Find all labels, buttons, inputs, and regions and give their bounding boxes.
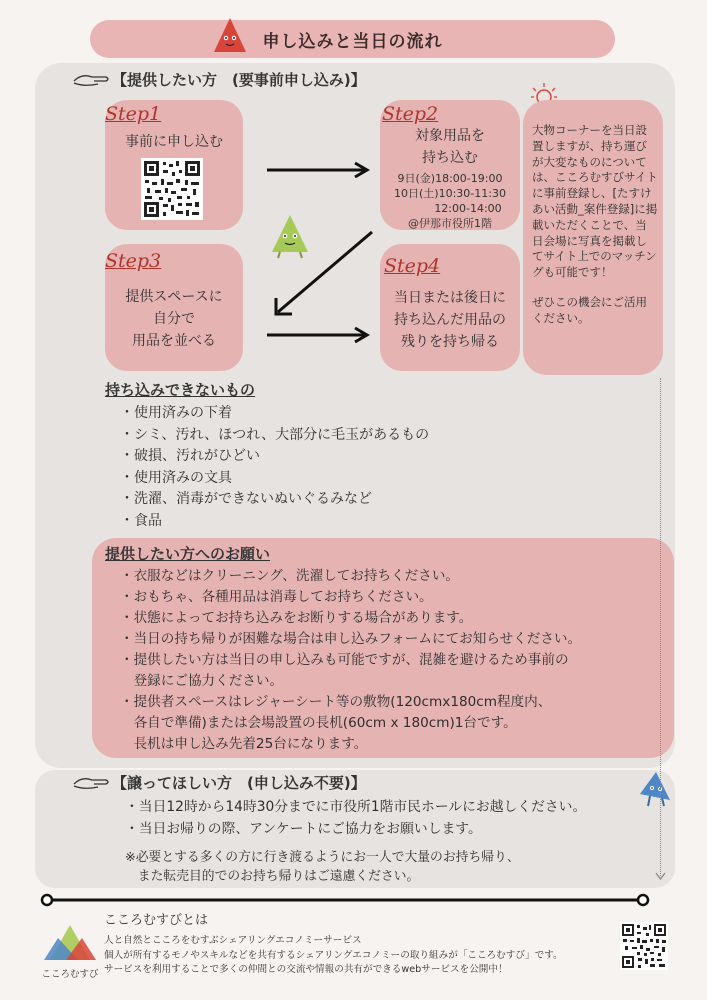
arrow-down-icon	[655, 872, 666, 880]
arrow-right-icon	[265, 325, 375, 345]
list-item: 登録にご協力ください。	[120, 673, 284, 689]
requests-heading: 提供したい方へのお願い	[105, 545, 271, 563]
qr-code-icon[interactable]	[141, 158, 203, 220]
offer-heading: 【提供したい方 (要事前申し込み)】	[112, 71, 366, 89]
qr-code-icon[interactable]	[620, 922, 668, 970]
dotted-connector	[660, 378, 661, 876]
logo-text: こころむすび	[41, 969, 99, 980]
requests-list	[120, 566, 581, 755]
mascot-blue-icon	[636, 770, 672, 810]
list-item: ・提供者スペースはレジャーシート等の敷物(120cmx180cm程度内、	[120, 694, 552, 710]
list-item: ・衣服などはクリーニング、洗濯してお持ちください。	[120, 568, 460, 584]
list-item: ・状態によってお持ち込みをお断りする場合があります。	[120, 610, 473, 626]
prohibited-list	[120, 403, 429, 532]
list-item: ・破損、汚れがひどい	[120, 448, 260, 464]
hand-icon	[72, 71, 112, 87]
step2-label: Step2	[382, 103, 439, 125]
list-item: ・使用済みの文具	[120, 469, 232, 486]
list-item: ・提供したい方は当日の申し込みも可能ですが、混雑を避けるため事前の	[120, 652, 569, 668]
hand-icon	[72, 774, 112, 790]
mascot-red-icon	[212, 16, 248, 56]
step1-label: Step1	[105, 103, 162, 125]
list-item: 長机は申し込み先着25台になります。	[120, 736, 368, 752]
list-item: ・使用済みの下着	[120, 405, 232, 421]
divider	[40, 893, 650, 907]
list-item: 各自で準備)または会場設置の長机(60cm x 180cm)1台です。	[120, 715, 517, 731]
receive-note: ※必要とする多くの方に行き渡るようにお一人で大量のお持ち帰り、 また転売目的でのお持ち帰りはご遠慮ください。	[125, 850, 520, 884]
step2-text: 対象用品を 持ち込む	[415, 128, 485, 166]
side-note-text: 大物コーナーを当日設置しますが、持ち運びが大変なものについては、こころむすびサイトに事前登録し、[たすけあい活動_案件登録]に掲載いただくことで、当日会場に写真を掲載してサイト上でのマッチングも可能です！ ぜひこの機会にご活用ください。	[532, 123, 658, 325]
list-item: ・シミ、汚れ、ほつれ、大部分に毛玉があるもの	[120, 426, 430, 443]
footer-heading: こころむすびとは	[104, 913, 209, 928]
footer-text: 人と自然とこころをむすぶシェアリングエコノミーサービス 個人が所有するモノやスキルなどを共有するシェアリングエコノミーの取り組みが「こころむすび」です。 サービスを利用することで多くの仲間との交流や情報の共有ができるwebサービスを公開中！	[104, 935, 563, 976]
list-item: ・当日の持ち帰りが困難な場合は申し込みフォームにてお知らせください。	[120, 631, 582, 647]
step4-text: 当日または後日に 持ち込んだ用品の 残りを持ち帰る	[394, 290, 506, 350]
list-item: ・当日12時から14時30分までに市役所1階市民ホールにお越しください。	[125, 799, 587, 815]
list-item: ・当日お帰りの際、アンケートにご協力をお願いします。	[125, 820, 482, 837]
arrow-diagonal-icon	[268, 228, 378, 318]
step4-label: Step4	[384, 255, 441, 277]
arrow-right-icon	[265, 160, 375, 180]
receive-list	[125, 797, 586, 840]
receive-heading: 【譲ってほしい方 (申し込み不要)】	[112, 774, 366, 792]
step3-label: Step3	[105, 250, 162, 272]
list-item: ・食品	[120, 512, 162, 529]
prohibited-heading: 持ち込みできないもの	[105, 381, 256, 399]
page-title: 申し込みと当日の流れ	[90, 20, 615, 58]
list-item: ・洗濯、消毒ができないぬいぐるみなど	[120, 491, 372, 507]
step1-text: 事前に申し込む	[125, 134, 223, 150]
logo-icon	[40, 922, 100, 966]
list-item: ・おもちゃ、各種用品は消毒してお持ちください。	[120, 589, 433, 605]
step3-text: 提供スペースに 自分で 用品を並べる	[125, 289, 223, 349]
step2-schedule: 9日(金)18:00-19:00 10日(土)10:30-11:30 12:00-14:00 @伊那市役所1階	[394, 172, 506, 230]
